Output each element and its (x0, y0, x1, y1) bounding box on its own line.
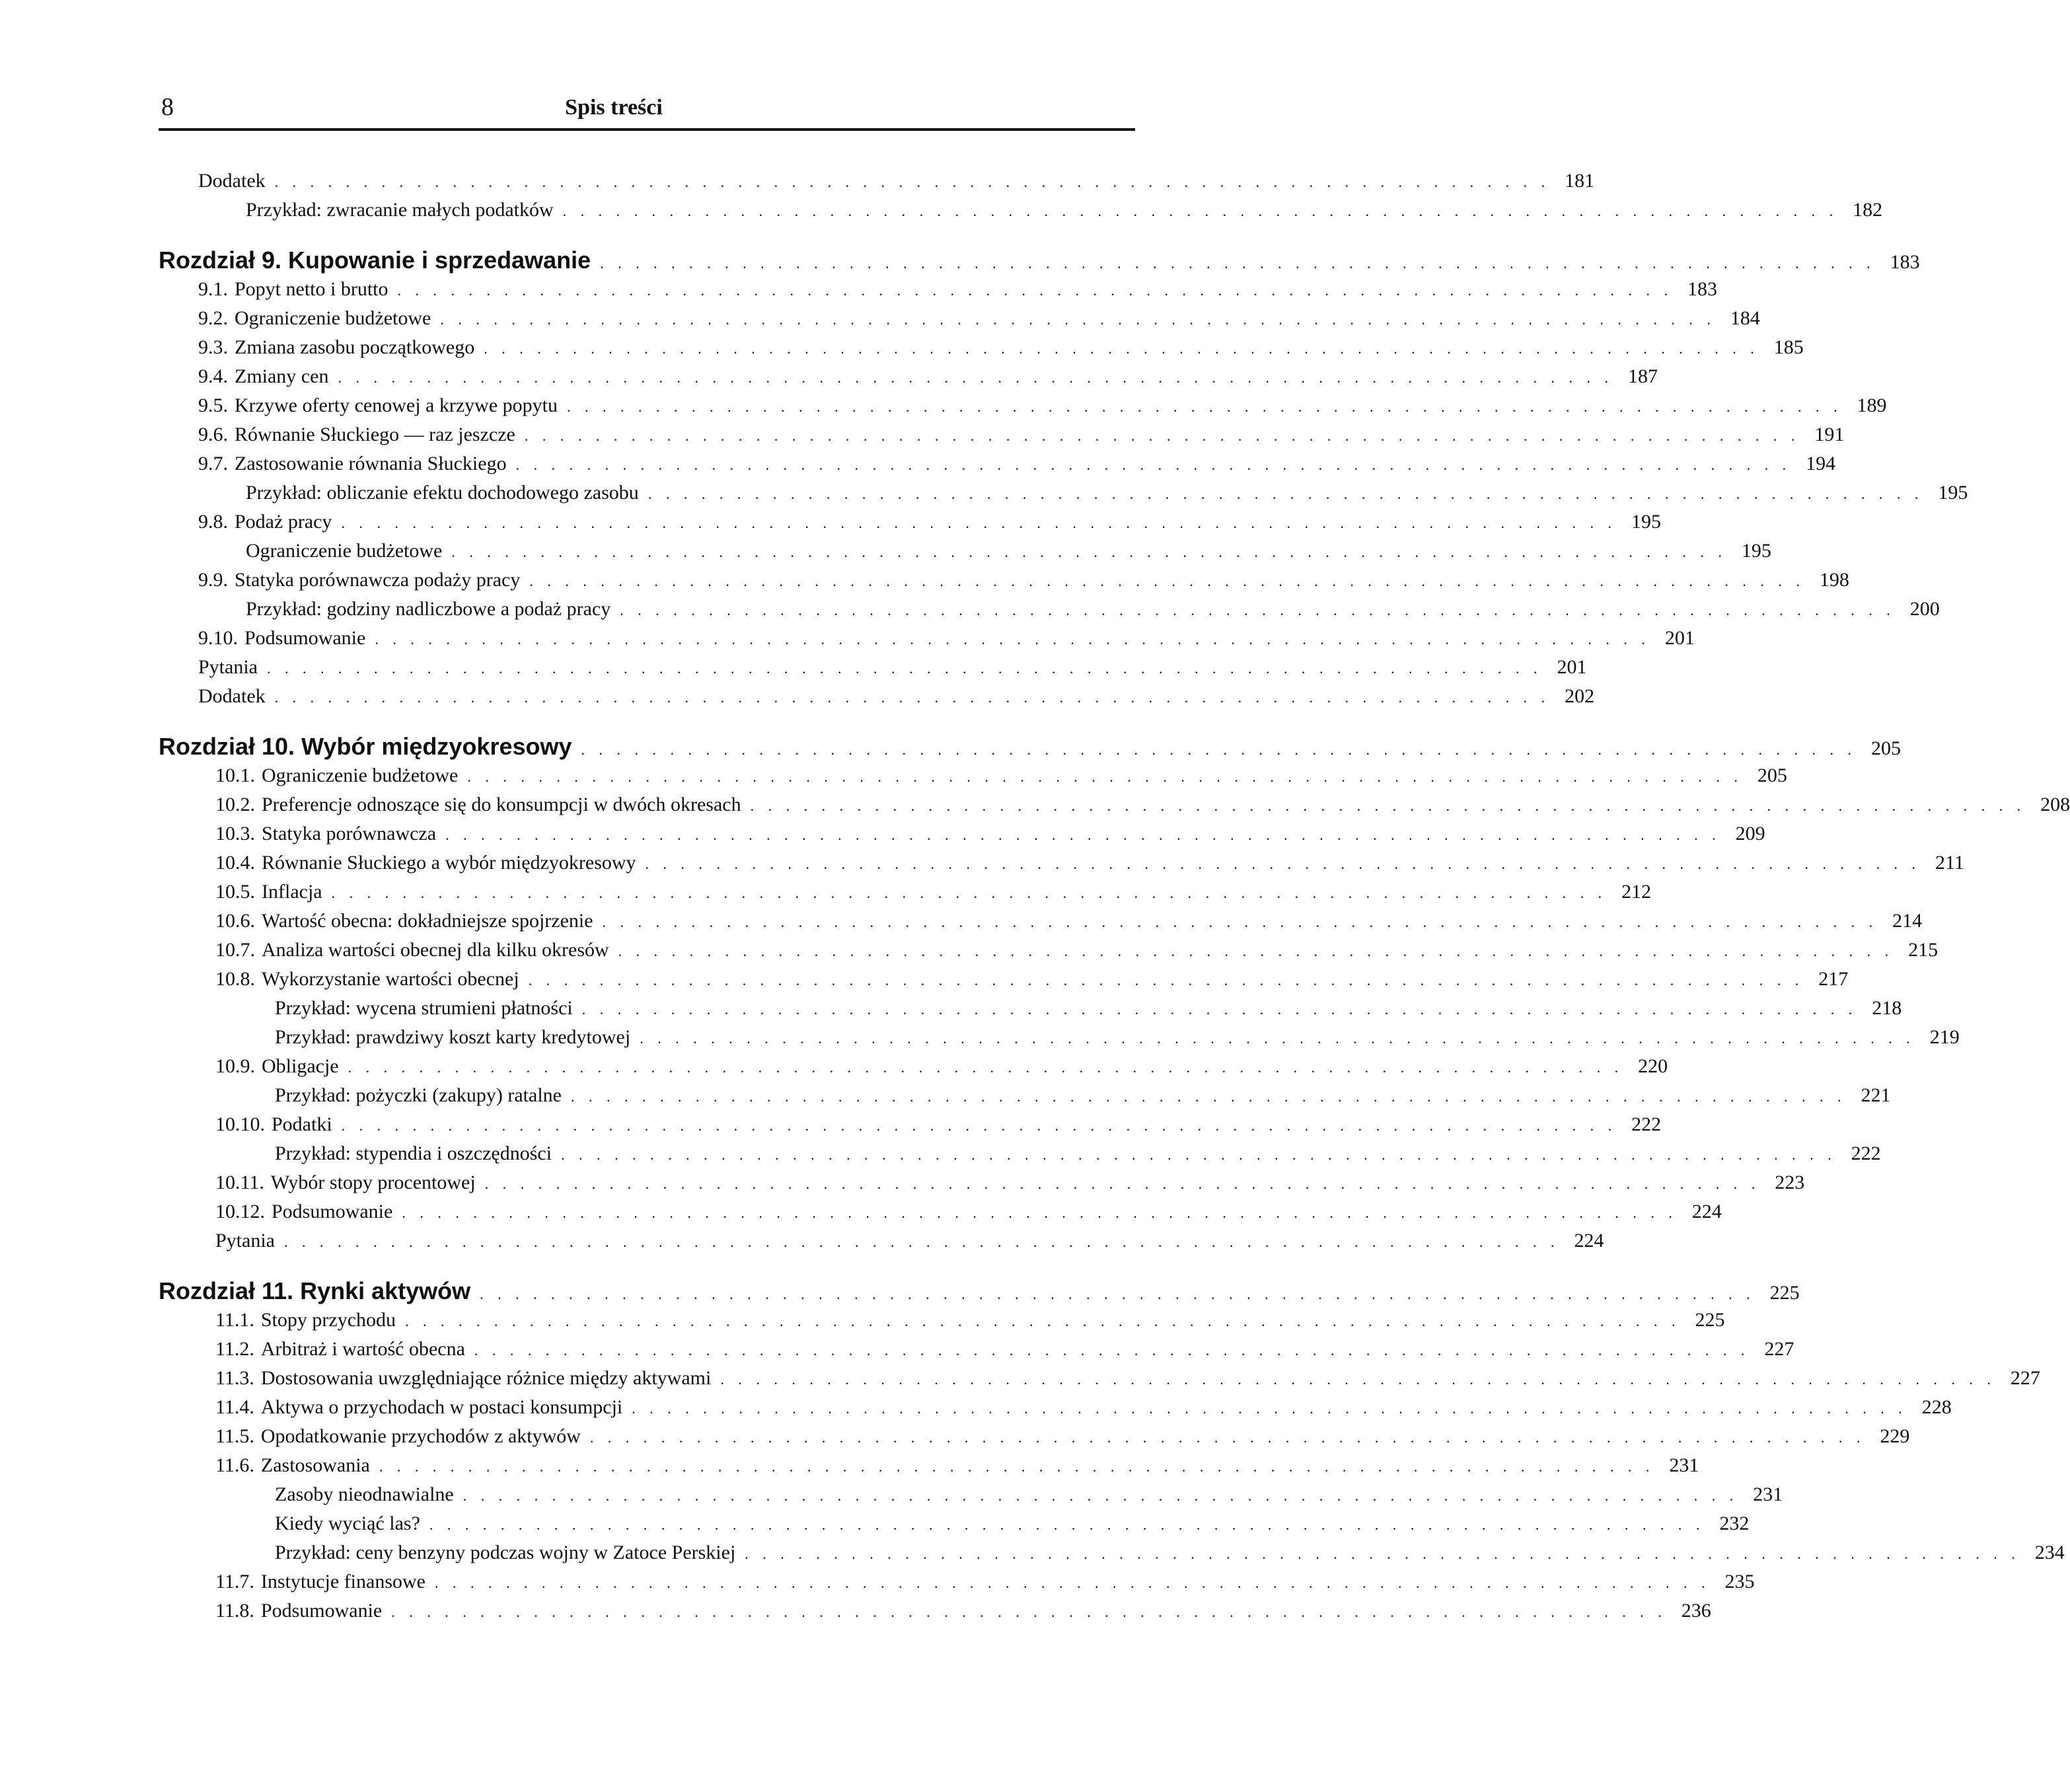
entry-title: Aktywa o przychodach w postaci konsumpcji (260, 1396, 623, 1418)
entry-title: Przykład: godziny nadliczbowe a podaż pracy (246, 598, 611, 620)
dot-leader: . . . . . . . . . . . . . . . . . . . . . . . . . . . . . . . . . . . . . . . . . . . . . . . . . . . . . . . . . . . . . . . . . . . . . . . . (484, 1176, 1761, 1192)
entry-title: Popyt netto i brutto (235, 278, 388, 300)
toc-entry (0, 994, 1902, 1023)
entry-page-number: 211 (1935, 852, 1964, 874)
entry-page-number: 195 (1631, 511, 1661, 533)
entry-page-number: 227 (1764, 1338, 1794, 1360)
entry-page-number: 195 (1741, 540, 1771, 562)
entry-number: 10.11. (215, 1172, 264, 1193)
toc-entry (0, 1052, 1668, 1081)
entry-title: Zmiany cen (235, 365, 329, 387)
dot-leader: . . . . . . . . . . . . . . . . . . . . . . . . . . . . . . . . . . . . . . . . . . . . . . . . . . . . . . . . . . . . . . . . . . . . . . . . (632, 1400, 1907, 1417)
dot-leader: . . . . . . . . . . . . . . . . . . . . . . . . . . . . . . . . . . . . . . . . . . . . . . . . . . . . . . . . . . . . . . . . . . . . . . . . (462, 1487, 1739, 1504)
entry-number: 9.6. (198, 424, 228, 445)
dot-leader: . . . . . . . . . . . . . . . . . . . . . . . . . . . . . . . . . . . . . . . . . . . . . . . . . . . . . . . . . . . . . . . . . . . . . . . . (341, 515, 1617, 531)
dot-leader: . . . . . . . . . . . . . . . . . . . . . . . . . . . . . . . . . . . . . . . . . . . . . . . . . . . . . . . . . . . . . . . . . . . . . . . . (618, 943, 1894, 959)
entry-title: Przykład: prawdziwy koszt karty kredytowej (275, 1026, 631, 1048)
toc-entry (0, 1451, 1699, 1480)
entry-title: Przykład: stypendia i oszczędności (275, 1142, 552, 1164)
entry-title: Krzywe oferty cenowej a krzywe popytu (235, 394, 558, 416)
dot-leader: . . . . . . . . . . . . . . . . . . . . . . . . . . . . . . . . . . . . . . . . . . . . . . . . . . . . . . . . . . . . . . . . . . . . . . . . (581, 741, 1857, 758)
entry-page-number: 189 (1857, 394, 1887, 416)
toc-entry (0, 275, 1717, 304)
toc-entry (0, 1509, 1750, 1538)
entry-number: 11.8. (215, 1600, 254, 1622)
toc-entry (0, 167, 1595, 196)
dot-leader: . . . . . . . . . . . . . . . . . . . . . . . . . . . . . . . . . . . . . . . . . . . . . . . . . . . . . . . . . . . . . . . . . . . . . . . . (566, 398, 1843, 415)
toc-entry (0, 1306, 1725, 1335)
entry-number: 11.5. (215, 1425, 254, 1447)
toc-entry (0, 1567, 1755, 1596)
dot-leader: . . . . . . . . . . . . . . . . . . . . . . . . . . . . . . . . . . . . . . . . . . . . . . . . . . . . . . . . . . . . . . . . . . . . . . . . (645, 856, 1921, 872)
entry-title: Przykład: ceny benzyny podczas wojny w Zatoce Perskiej (275, 1542, 736, 1563)
dot-leader: . . . . . . . . . . . . . . . . . . . . . . . . . . . . . . . . . . . . . . . . . . . . . . . . . . . . . . . . . . . . . . . . . . . . . . . . (338, 369, 1613, 386)
entry-title: Równanie Słuckiego — raz jeszcze (235, 424, 515, 445)
entry-title: Przykład: pożyczki (zakupy) ratalne (275, 1084, 562, 1106)
entry-page-number: 225 (1769, 1282, 1800, 1304)
dot-leader: . . . . . . . . . . . . . . . . . . . . . . . . . . . . . . . . . . . . . . . . . . . . . . . . . . . . . . . . . . . . . . . . . . . . . . . . (581, 1001, 1858, 1018)
entry-title: Instytucje finansowe (260, 1571, 425, 1592)
entry-title: Podsumowanie (260, 1600, 383, 1622)
dot-leader: . . . . . . . . . . . . . . . . . . . . . . . . . . . . . . . . . . . . . . . . . . . . . . . . . . . . . . . . . . . . . . . . . . . . . . . . (331, 885, 1608, 901)
entry-title: Analiza wartości obecnej dla kilku okresów (262, 939, 609, 961)
toc-entry (0, 595, 1940, 624)
toc-entry (0, 1538, 2065, 1567)
entry-page-number: 198 (1819, 569, 1849, 591)
toc-entry (0, 1081, 1891, 1110)
dot-leader: . . . . . . . . . . . . . . . . . . . . . . . . . . . . . . . . . . . . . . . . . . . . . . . . . . . . . . . . . . . . . . . . . . . . . . . . (750, 798, 2026, 814)
dot-leader: . . . . . . . . . . . . . . . . . . . . . . . . . . . . . . . . . . . . . . . . . . . . . . . . . . . . . . . . . . . . . . . . . . . . . . . . (284, 1234, 1560, 1250)
dot-leader: . . . . . . . . . . . . . . . . . . . . . . . . . . . . . . . . . . . . . . . . . . . . . . . . . . . . . . . . . . . . . . . . . . . . . . . . (589, 1429, 1866, 1446)
entry-title: Wykorzystanie wartości obecnej (262, 968, 519, 990)
entry-page-number: 220 (1638, 1055, 1668, 1077)
page-number: 8 (161, 93, 174, 121)
entry-page-number: 183 (1890, 251, 1920, 273)
entry-number: 10.2. (215, 794, 255, 815)
entry-page-number: 201 (1557, 656, 1587, 678)
entry-page-number: 222 (1631, 1113, 1662, 1135)
entry-title: Rozdział 9. Kupowanie i sprzedawanie (159, 246, 591, 274)
entry-page-number: 224 (1691, 1201, 1722, 1222)
toc-entry (0, 1364, 2040, 1393)
dot-leader: . . . . . . . . . . . . . . . . . . . . . . . . . . . . . . . . . . . . . . . . . . . . . . . . . . . . . . . . . . . . . . . . . . . . . . . . (620, 602, 1896, 618)
entry-page-number: 195 (1938, 482, 1968, 504)
entry-title: Inflacja (262, 881, 322, 903)
entry-title: Dodatek (198, 685, 266, 707)
entry-page-number: 219 (1929, 1026, 1960, 1048)
entry-page-number: 236 (1681, 1600, 1711, 1622)
dot-leader: . . . . . . . . . . . . . . . . . . . . . . . . . . . . . . . . . . . . . . . . . . . . . . . . . . . . . . . . . . . . . . . . . . . . . . . . (562, 203, 1839, 219)
dot-leader: . . . . . . . . . . . . . . . . . . . . . . . . . . . . . . . . . . . . . . . . . . . . . . . . . . . . . . . . . . . . . . . . . . . . . . . . (528, 972, 1804, 989)
entry-title: Podsumowanie (244, 627, 366, 649)
entry-number: 11.6. (215, 1454, 254, 1476)
toc-entry (0, 333, 1804, 362)
toc-chapter-heading (0, 1277, 1800, 1306)
toc-entry (0, 819, 1765, 848)
entry-page-number: 227 (2010, 1367, 2040, 1389)
entry-page-number: 202 (1565, 685, 1595, 707)
entry-number: 9.3. (198, 336, 228, 358)
dot-leader: . . . . . . . . . . . . . . . . . . . . . . . . . . . . . . . . . . . . . . . . . . . . . . . . . . . . . . . . . . . . . . . . . . . . . . . . (640, 1030, 1915, 1047)
dot-leader: . . . . . . . . . . . . . . . . . . . . . . . . . . . . . . . . . . . . . . . . . . . . . . . . . . . . . . . . . . . . . . . . . . . . . . . . (274, 174, 1551, 190)
entry-number: 10.1. (215, 765, 255, 786)
dot-leader: . . . . . . . . . . . . . . . . . . . . . . . . . . . . . . . . . . . . . . . . . . . . . . . . . . . . . . . . . . . . . . . . . . . . . . . . (529, 573, 1805, 589)
entry-page-number: 228 (1921, 1396, 1952, 1418)
entry-page-number: 221 (1861, 1084, 1891, 1106)
dot-leader: . . . . . . . . . . . . . . . . . . . . . . . . . . . . . . . . . . . . . . . . . . . . . . . . . . . . . . . . . . . . . . . . . . . . . . . . (474, 1342, 1750, 1359)
toc-entry (0, 682, 1595, 711)
entry-title: Pytania (198, 656, 258, 678)
entry-title: Dodatek (198, 170, 266, 192)
entry-page-number: 232 (1719, 1512, 1750, 1534)
entry-page-number: 205 (1757, 765, 1787, 786)
dot-leader: . . . . . . . . . . . . . . . . . . . . . . . . . . . . . . . . . . . . . . . . . . . . . . . . . . . . . . . . . . . . . . . . . . . . . . . . (647, 486, 1924, 502)
entry-number: 10.8. (215, 968, 255, 990)
dot-leader: . . . . . . . . . . . . . . . . . . . . . . . . . . . . . . . . . . . . . . . . . . . . . . . . . . . . . . . . . . . . . . . . . . . . . . . . (445, 827, 1721, 843)
entry-title: Zasoby nieodnawialne (275, 1483, 454, 1505)
running-title: Spis treści (565, 95, 663, 120)
dot-leader: . . . . . . . . . . . . . . . . . . . . . . . . . . . . . . . . . . . . . . . . . . . . . . . . . . . . . . . . . . . . . . . . . . . . . . . . (402, 1205, 1678, 1221)
entry-page-number: 231 (1753, 1483, 1783, 1505)
entry-page-number: 224 (1574, 1230, 1604, 1251)
entry-title: Zmiana zasobu początkowego (235, 336, 475, 358)
entry-title: Przykład: wycena strumieni płatności (275, 997, 573, 1019)
entry-title: Opodatkowanie przychodów z aktywów (260, 1425, 581, 1447)
entry-title: Równanie Słuckiego a wybór międzyokresowy (262, 852, 636, 874)
entry-page-number: 235 (1724, 1571, 1755, 1592)
entry-title: Pytania (215, 1230, 275, 1251)
entry-page-number: 215 (1908, 939, 1939, 961)
entry-number: 11.2. (215, 1338, 254, 1360)
toc-entry (0, 391, 1887, 420)
entry-number: 10.6. (215, 910, 255, 932)
entry-title: Dostosowania uwzględniające różnice między aktywami (260, 1367, 712, 1389)
entry-title: Statyka porównawcza (262, 823, 437, 844)
toc-entry (0, 761, 1787, 790)
entry-number: 9.5. (198, 394, 228, 416)
dot-leader: . . . . . . . . . . . . . . . . . . . . . . . . . . . . . . . . . . . . . . . . . . . . . . . . . . . . . . . . . . . . . . . . . . . . . . . . (745, 1546, 2020, 1562)
entry-title: Arbitraż i wartość obecna (260, 1338, 465, 1360)
entry-page-number: 201 (1664, 627, 1695, 649)
entry-title: Statyka porównawcza podaży pracy (235, 569, 521, 591)
entry-number: 9.2. (198, 307, 228, 329)
toc-entry (0, 196, 1883, 225)
dot-leader: . . . . . . . . . . . . . . . . . . . . . . . . . . . . . . . . . . . . . . . . . . . . . . . . . . . . . . . . . . . . . . . . . . . . . . . . (440, 311, 1716, 328)
toc-entry (0, 304, 1760, 333)
dot-leader: . . . . . . . . . . . . . . . . . . . . . . . . . . . . . . . . . . . . . . . . . . . . . . . . . . . . . . . . . . . . . . . . . . . . . . . . (467, 768, 1743, 785)
dot-leader: . . . . . . . . . . . . . . . . . . . . . . . . . . . . . . . . . . . . . . . . . . . . . . . . . . . . . . . . . . . . . . . . . . . . . . . . (341, 1117, 1617, 1134)
dot-leader: . . . . . . . . . . . . . . . . . . . . . . . . . . . . . . . . . . . . . . . . . . . . . . . . . . . . . . . . . . . . . . . . . . . . . . . . (429, 1516, 1705, 1533)
entry-title: Kiedy wyciąć las? (275, 1512, 420, 1534)
toc-entry (0, 624, 1695, 653)
entry-title: Podatki (272, 1113, 332, 1135)
entry-page-number: 231 (1669, 1454, 1699, 1476)
entry-page-number: 187 (1627, 365, 1658, 387)
entry-number: 11.7. (215, 1571, 254, 1592)
entry-title: Ograniczenie budżetowe (246, 540, 443, 562)
entry-number: 9.8. (198, 511, 228, 533)
dot-leader: . . . . . . . . . . . . . . . . . . . . . . . . . . . . . . . . . . . . . . . . . . . . . . . . . . . . . . . . . . . . . . . . . . . . . . . . (375, 631, 1650, 648)
toc-entry (0, 1023, 1960, 1052)
entry-page-number: 214 (1892, 910, 1923, 932)
toc-entry (0, 848, 1964, 877)
entry-page-number: 223 (1775, 1172, 1805, 1193)
toc-entry (0, 965, 1849, 994)
entry-page-number: 209 (1735, 823, 1765, 844)
entry-page-number: 222 (1851, 1142, 1881, 1164)
dot-leader: . . . . . . . . . . . . . . . . . . . . . . . . . . . . . . . . . . . . . . . . . . . . . . . . . . . . . . . . . . . . . . . . . . . . . . . . (515, 457, 1792, 473)
toc-entry (0, 907, 1923, 936)
dot-leader: . . . . . . . . . . . . . . . . . . . . . . . . . . . . . . . . . . . . . . . . . . . . . . . . . . . . . . . . . . . . . . . . . . . . . . . . (391, 1604, 1667, 1620)
dot-leader: . . . . . . . . . . . . . . . . . . . . . . . . . . . . . . . . . . . . . . . . . . . . . . . . . . . . . . . . . . . . . . . . . . . . . . . . (570, 1088, 1847, 1105)
entry-page-number: 182 (1853, 199, 1883, 221)
entry-title: Rozdział 10. Wybór międzyokresowy (159, 733, 572, 760)
dot-leader: . . . . . . . . . . . . . . . . . . . . . . . . . . . . . . . . . . . . . . . . . . . . . . . . . . . . . . . . . . . . . . . . . . . . . . . . (451, 544, 1727, 560)
entry-page-number: 234 (2034, 1542, 2065, 1563)
entry-title: Zastosowanie równania Słuckiego (235, 453, 507, 474)
toc-entry (0, 1393, 1952, 1422)
dot-leader: . . . . . . . . . . . . . . . . . . . . . . . . . . . . . . . . . . . . . . . . . . . . . . . . . . . . . . . . . . . . . . . . . . . . . . . . (600, 255, 1876, 272)
entry-number: 10.5. (215, 881, 255, 903)
entry-title: Ograniczenie budżetowe (262, 765, 459, 786)
entry-title: Zastosowania (260, 1454, 370, 1476)
entry-title: Stopy przychodu (260, 1309, 396, 1331)
toc-entry (0, 1480, 1783, 1509)
toc-entry (0, 790, 2070, 819)
dot-leader: . . . . . . . . . . . . . . . . . . . . . . . . . . . . . . . . . . . . . . . . . . . . . . . . . . . . . . . . . . . . . . . . . . . . . . . . (561, 1146, 1837, 1163)
dot-leader: . . . . . . . . . . . . . . . . . . . . . . . . . . . . . . . . . . . . . . . . . . . . . . . . . . . . . . . . . . . . . . . . . . . . . . . . (405, 1313, 1681, 1329)
entry-title: Rozdział 11. Rynki aktywów (159, 1277, 471, 1304)
entry-page-number: 218 (1872, 997, 1902, 1019)
entry-page-number: 225 (1695, 1309, 1725, 1331)
toc-chapter-heading (0, 732, 1902, 761)
entry-number: 9.10. (198, 627, 238, 649)
table-of-contents (0, 167, 2070, 1625)
entry-title: Wartość obecna: dokładniejsze spojrzenie (262, 910, 593, 932)
entry-page-number: 200 (1909, 598, 1940, 620)
dot-leader: . . . . . . . . . . . . . . . . . . . . . . . . . . . . . . . . . . . . . . . . . . . . . . . . . . . . . . . . . . . . . . . . . . . . . . . . (435, 1575, 1711, 1591)
toc-entry (0, 1596, 1711, 1625)
toc-entry (0, 653, 1587, 682)
entry-number: 10.9. (215, 1055, 255, 1077)
entry-page-number: 205 (1871, 737, 1902, 759)
toc-entry (0, 1422, 1910, 1451)
entry-title: Ograniczenie budżetowe (235, 307, 431, 329)
entry-title: Przykład: zwracanie małych podatków (246, 199, 554, 221)
toc-entry (0, 420, 1845, 449)
entry-number: 11.4. (215, 1396, 254, 1418)
entry-number: 10.10. (215, 1113, 265, 1135)
entry-title: Obligacje (262, 1055, 339, 1077)
entry-number: 9.1. (198, 278, 228, 300)
toc-entry (0, 566, 1849, 595)
toc-entry (0, 537, 1771, 566)
dot-leader: . . . . . . . . . . . . . . . . . . . . . . . . . . . . . . . . . . . . . . . . . . . . . . . . . . . . . . . . . . . . . . . . . . . . . . . . (348, 1059, 1624, 1076)
toc-entry (0, 1335, 1794, 1364)
dot-leader: . . . . . . . . . . . . . . . . . . . . . . . . . . . . . . . . . . . . . . . . . . . . . . . . . . . . . . . . . . . . . . . . . . . . . . . . (720, 1371, 1996, 1388)
dot-leader: . . . . . . . . . . . . . . . . . . . . . . . . . . . . . . . . . . . . . . . . . . . . . . . . . . . . . . . . . . . . . . . . . . . . . . . . (524, 428, 1800, 444)
toc-entry (0, 877, 1652, 907)
entry-page-number: 184 (1730, 307, 1760, 329)
entry-page-number: 229 (1880, 1425, 1910, 1447)
toc-entry (0, 507, 1661, 537)
dot-leader: . . . . . . . . . . . . . . . . . . . . . . . . . . . . . . . . . . . . . . . . . . . . . . . . . . . . . . . . . . . . . . . . . . . . . . . . (602, 914, 1878, 930)
entry-number: 10.4. (215, 852, 255, 874)
entry-page-number: 217 (1818, 968, 1849, 990)
entry-title: Podsumowanie (272, 1201, 393, 1222)
dot-leader: . . . . . . . . . . . . . . . . . . . . . . . . . . . . . . . . . . . . . . . . . . . . . . . . . . . . . . . . . . . . . . . . . . . . . . . . (379, 1458, 1655, 1475)
entry-page-number: 183 (1687, 278, 1717, 300)
toc-entry (0, 1197, 1722, 1226)
toc-entry (0, 1226, 1604, 1255)
entry-page-number: 181 (1565, 170, 1595, 192)
toc-entry (0, 362, 1658, 391)
dot-leader: . . . . . . . . . . . . . . . . . . . . . . . . . . . . . . . . . . . . . . . . . . . . . . . . . . . . . . . . . . . . . . . . . . . . . . . . (267, 660, 1543, 677)
entry-title: Podaż pracy (235, 511, 332, 533)
dot-leader: . . . . . . . . . . . . . . . . . . . . . . . . . . . . . . . . . . . . . . . . . . . . . . . . . . . . . . . . . . . . . . . . . . . . . . . . (274, 689, 1551, 706)
entry-page-number: 194 (1806, 453, 1836, 474)
entry-number: 10.12. (215, 1201, 265, 1222)
entry-page-number: 191 (1814, 424, 1845, 445)
dot-leader: . . . . . . . . . . . . . . . . . . . . . . . . . . . . . . . . . . . . . . . . . . . . . . . . . . . . . . . . . . . . . . . . . . . . . . . . (484, 340, 1759, 357)
entry-number: 11.1. (215, 1309, 254, 1331)
toc-entry (0, 1139, 1881, 1168)
entry-title: Przykład: obliczanie efektu dochodowego zasobu (246, 482, 639, 504)
entry-page-number: 185 (1773, 336, 1804, 358)
entry-page-number: 212 (1621, 881, 1652, 903)
toc-entry (0, 478, 1968, 507)
entry-page-number: 208 (2040, 794, 2070, 815)
toc-entry (0, 1168, 1805, 1197)
entry-number: 9.4. (198, 365, 228, 387)
dot-leader: . . . . . . . . . . . . . . . . . . . . . . . . . . . . . . . . . . . . . . . . . . . . . . . . . . . . . . . . . . . . . . . . . . . . . . . . (480, 1286, 1756, 1302)
header-rule (159, 128, 1135, 131)
toc-entry (0, 1110, 1662, 1139)
toc-chapter-heading (0, 246, 1920, 275)
entry-number: 10.3. (215, 823, 255, 844)
entry-number: 11.3. (215, 1367, 254, 1389)
dot-leader: . . . . . . . . . . . . . . . . . . . . . . . . . . . . . . . . . . . . . . . . . . . . . . . . . . . . . . . . . . . . . . . . . . . . . . . . (397, 282, 1673, 299)
entry-title: Wybór stopy procentowej (270, 1172, 476, 1193)
entry-number: 10.7. (215, 939, 255, 961)
entry-number: 9.9. (198, 569, 228, 591)
entry-title: Preferencje odnoszące się do konsumpcji w dwóch okresach (262, 794, 741, 815)
toc-entry (0, 936, 1939, 965)
toc-entry (0, 449, 1836, 478)
entry-number: 9.7. (198, 453, 228, 474)
